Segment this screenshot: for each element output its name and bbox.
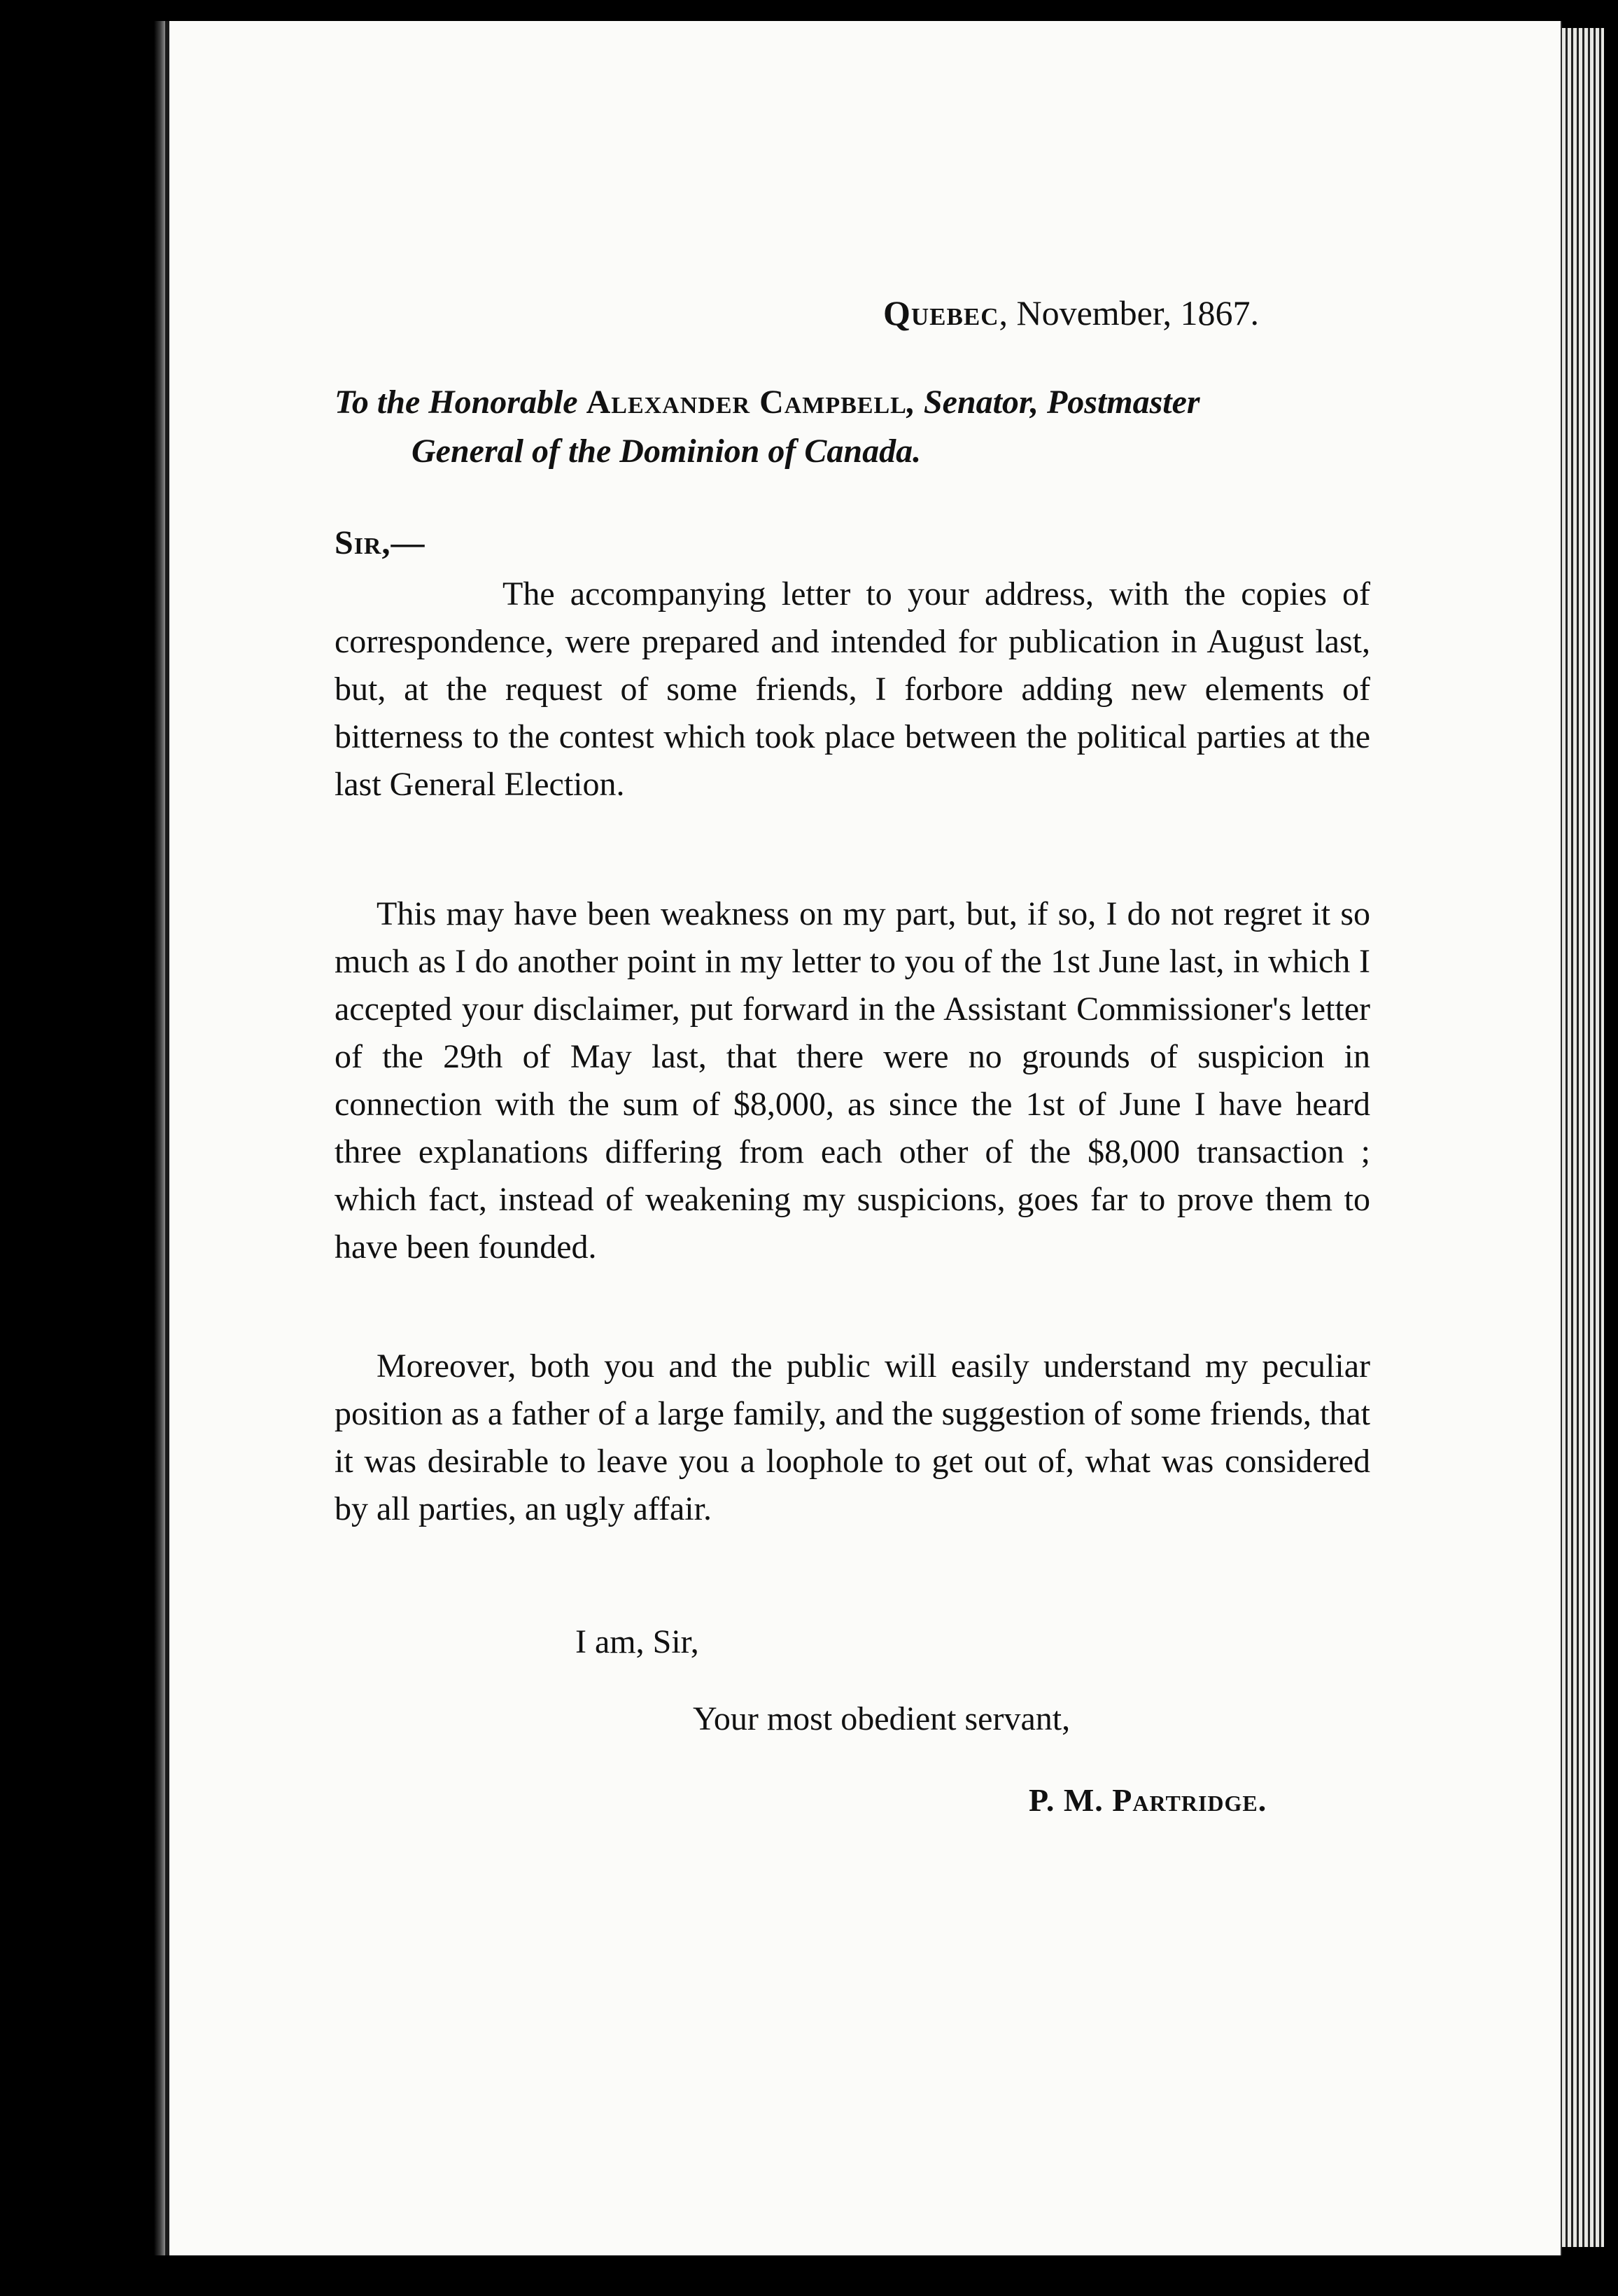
closing-line-1: I am, Sir, xyxy=(575,1623,699,1660)
address-name: Alexander Campbell xyxy=(586,384,907,421)
address-prefix: To the Honorable xyxy=(335,384,586,421)
letter-address xyxy=(335,378,1384,476)
paragraph-1: The accompanying letter to your address, with the copies of correspondence, were prepared and intended for publication in August last, but, at the request of some friends, I forbore adding new elements of bitterness to the contest which took place between the political parties at the last General Election. xyxy=(335,575,1370,803)
salutation: Sir,— xyxy=(335,524,425,561)
address-suffix: , Senator, Postmaster xyxy=(906,384,1200,421)
paragraph-3: Moreover, both you and the public will easily understand my peculiar position as a father of a large family, and the suggestion of some friends, that it was desirable to leave you a loophole to get out of, what was considered by all parties, an ugly affair. xyxy=(335,1348,1370,1527)
address-line2: General of the Dominion of Canada. xyxy=(411,433,922,470)
signature: P. M. Partridge. xyxy=(1029,1782,1267,1818)
dateline xyxy=(883,293,1259,333)
dateline-date: , November, 1867. xyxy=(999,293,1260,332)
paragraph-2: This may have been weakness on my part, but, if so, I do not regret it so much as I do another point in my letter to you of the 1st June last, in which I accepted your disclaimer, put forward in the Assistant Commissioner's letter of the 29th of May last, that there were no grounds of suspicion in connection with the sum of $8,000, as since the 1st of June I have heard three explanations differing from each other of the $8,000 transaction ; which fact, instead of weakening my suspicions, goes far to prove them to have been founded. xyxy=(335,895,1370,1266)
closing-line-2: Your most obedient servant, xyxy=(693,1700,1071,1737)
scan-bottom-edge xyxy=(0,2255,1618,2296)
dateline-place: Quebec xyxy=(883,293,999,332)
page-edges xyxy=(1562,28,1604,2247)
